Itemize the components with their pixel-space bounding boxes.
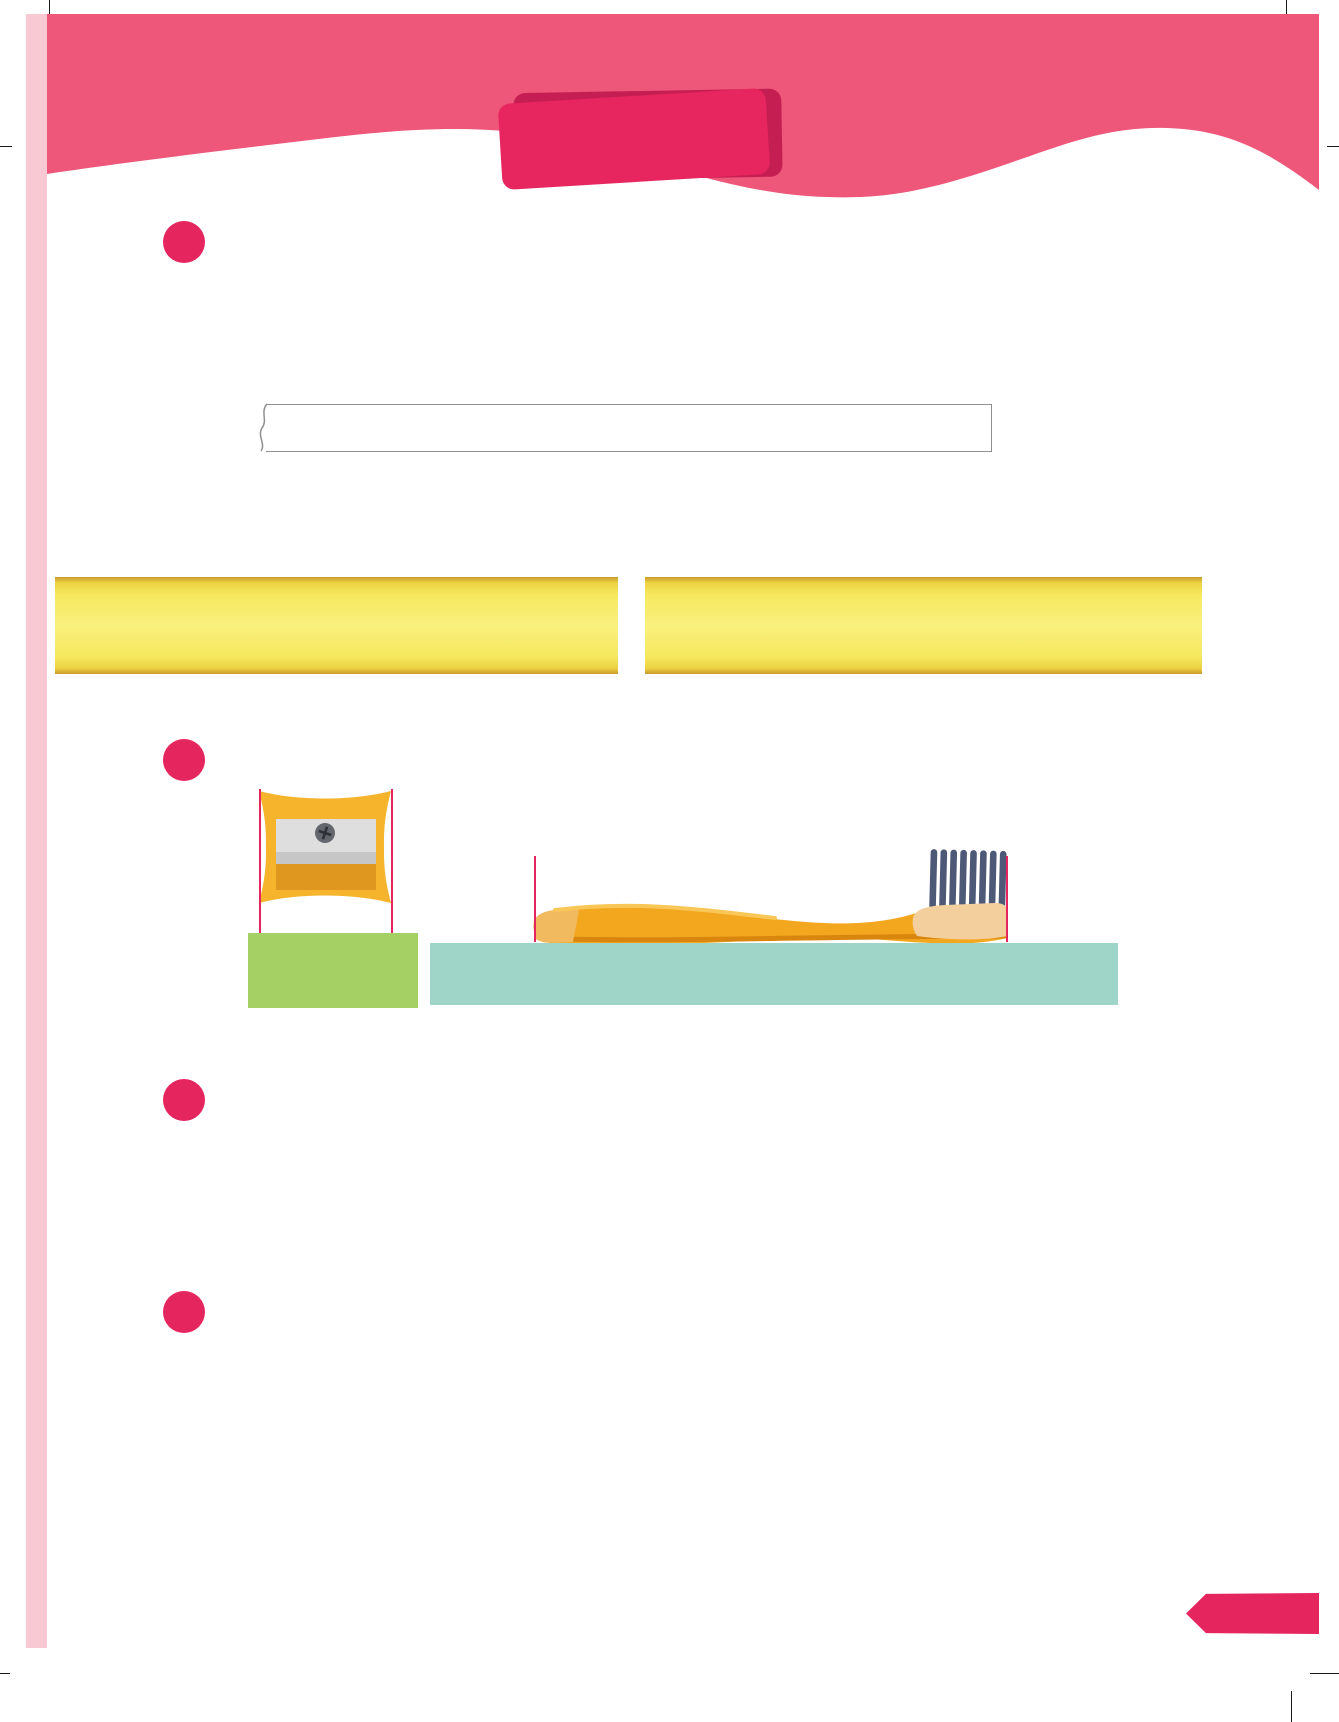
page-number-badge (1186, 1593, 1319, 1634)
toothbrush-image (515, 848, 1015, 944)
teal-ruler (430, 943, 1118, 1005)
measure-guide-line (391, 789, 393, 934)
crop-mark (0, 1673, 10, 1674)
ejercicios-badge (498, 88, 771, 190)
tape-cut-edge (258, 403, 270, 452)
measure-guide-line (259, 789, 261, 934)
yellow-tape-2 (645, 577, 1202, 674)
white-measuring-tape (266, 404, 992, 452)
crop-mark (1291, 1691, 1292, 1722)
toothbrush-bristles (929, 849, 1006, 911)
pencil-sharpener-image (252, 786, 398, 908)
exercise2-number (163, 739, 205, 781)
green-ruler (248, 933, 418, 1008)
measure-guide-line (534, 856, 536, 942)
exercise1-number (163, 221, 205, 263)
crop-mark (0, 146, 12, 147)
crop-mark (1327, 146, 1339, 147)
page-edge-strip (26, 14, 47, 1648)
yellow-tape-1 (55, 577, 618, 674)
measure-guide-line (1006, 856, 1008, 942)
crop-mark (1310, 1673, 1339, 1674)
exercise3-number (163, 1079, 205, 1121)
exercise4-number (163, 1291, 205, 1333)
